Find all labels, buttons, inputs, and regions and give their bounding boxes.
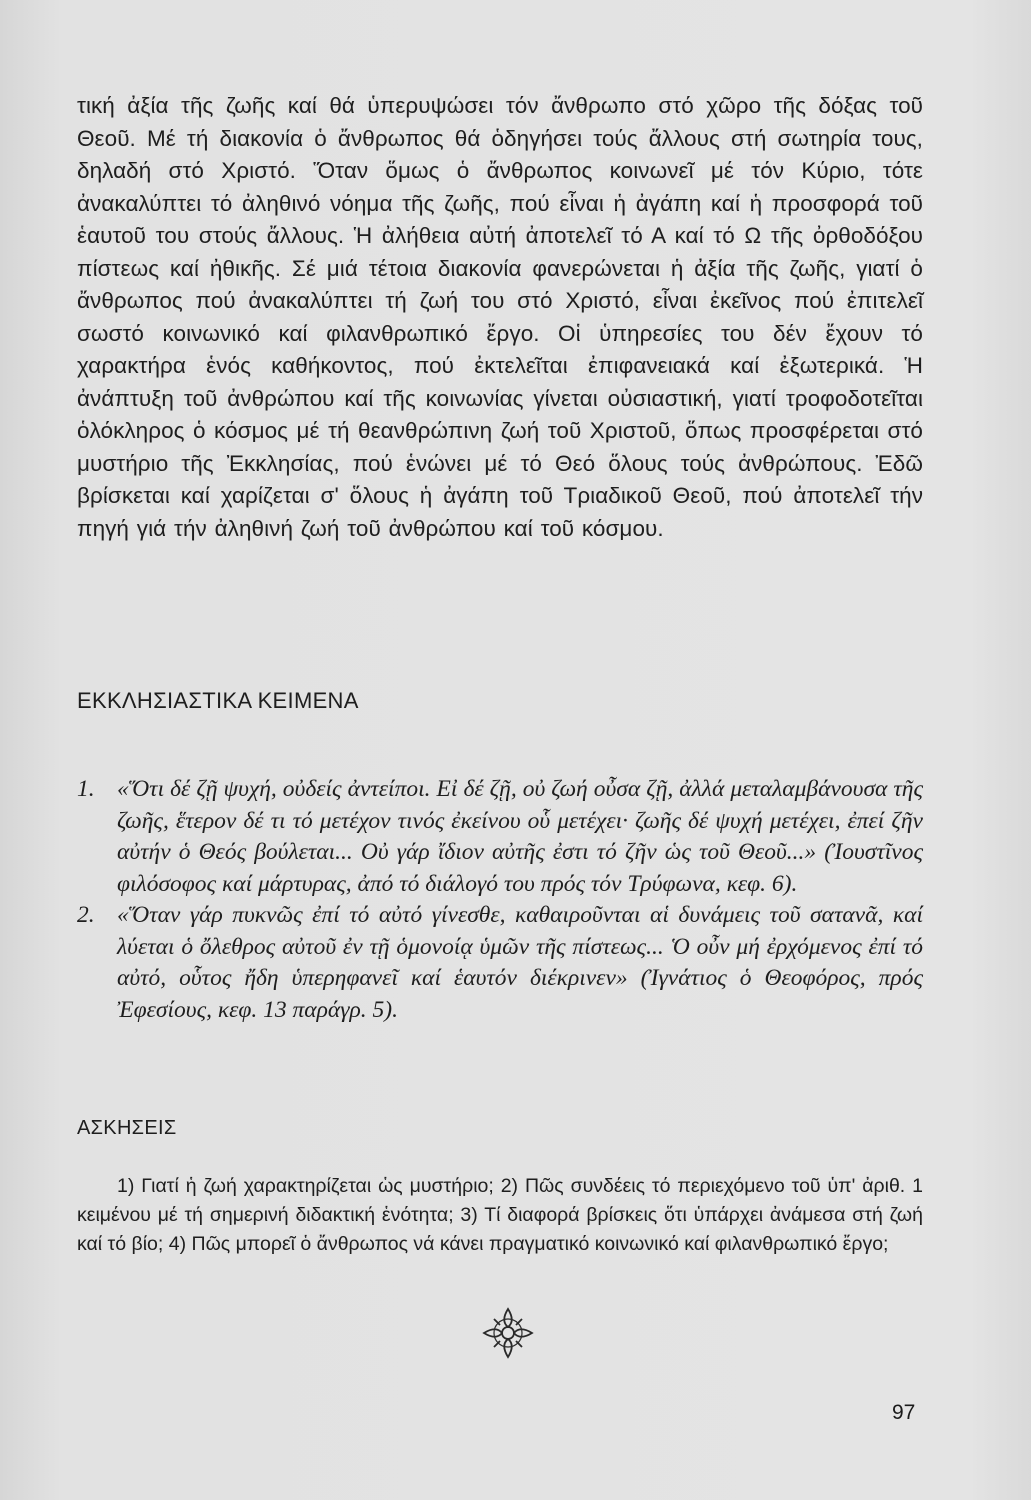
texts-list [77,774,923,1026]
list-item [77,774,923,900]
section-heading-exercises: ΑΣΚΗΣΕΙΣ [77,1117,177,1139]
main-paragraph: τική ἀξία τῆς ζωῆς καί θά ὑπερυψώσει τόν ἄνθρωπο στό χῶρο τῆς δόξας τοῦ Θεοῦ. Μέ τή διακονία ὁ ἄνθρωπος θά ὁδηγήσει τούς ἄλλους στή σωτηρία τους, δηλαδή στό Χριστό. Ὅταν ὅμως ὁ ἄνθρωπος κοινωνεῖ μέ τόν Κύριο, τότε ἀνακαλύπτει τό ἀληθινό νόημα τῆς ζωῆς, πού εἶναι ἡ ἀγάπη καί ἡ προσφορά τοῦ ἑαυτοῦ του στούς ἄλλους. Ἡ ἀλήθεια αὐτή ἀποτελεῖ τό Α καί τό Ω τῆς ὀρθοδόξου πίστεως καί ἠθικῆς. Σέ μιά τέτοια διακονία φανερώνεται ἡ ἀξία τῆς ζωῆς, γιατί ὁ ἄνθρωπος πού ἀνακαλύπτει τή ζωή του στό Χριστό, εἶναι ἐκεῖνος πού ἐπιτελεῖ σωστό κοινωνικό καί φιλανθρωπικό ἔργο. Οἱ ὑπηρεσίες του δέν ἔχουν τό χαρακτήρα ἑνός καθήκοντος, πού ἐκτελεῖται ἐπιφανειακά καί ἐξωτερικά. Ἡ ἀνάπτυξη τοῦ ἀνθρώπου καί τῆς κοινωνίας γίνεται οὐσιαστική, γιατί τροφοδοτεῖται ὁλόκληρος ὁ κόσμος μέ τή θεανθρώπινη ζωή τοῦ Χριστοῦ, ὅπως προσφέρεται στό μυστήριο τῆς Ἐκκλησίας, πού ἑνώνει μέ τό Θεό ὅλους τούς ἀνθρώπους. Ἐδῶ βρίσκεται καί χαρίζεται σ' ὅλους ἡ ἀγάπη τοῦ Τριαδικοῦ Θεοῦ, πού ἀποτελεῖ τήν πηγή γιά τήν ἀληθινή ζωή τοῦ ἀνθρώπου καί τοῦ κόσμου. [77,93,923,541]
list-item-text: «Ὅτι δέ ζῇ ψυχή, οὐδείς ἀντείποι. Εἰ δέ ζῇ, οὐ ζωή οὖσα ζῇ, ἀλλά μεταλαμβάνουσα τῆς ζωῆς, ἕτερον δέ τι τό μετέχον τινός ἐκείνου οὗ μετέχει· ζωῆς δέ ψυχή μετέχει, ἐπεί ζῆν αὐτήν ὁ Θεός βούλεται... Οὐ γάρ ἴδιον αὐτῆς ἐστι τό ζῆν ὡς τοῦ Θεοῦ...» (Ἰουστῖνος φιλόσοφος καί μάρτυρας, ἀπό τό διάλογό του πρός τόν Τρύφωνα, κεφ. 6). [117,776,923,897]
section-heading-texts: ΕΚΚΛΗΣΙΑΣΤΙΚΑ ΚΕΙΜΕΝΑ [77,688,359,713]
list-item [77,900,923,1026]
page-number: 97 [892,1401,916,1424]
list-item-text: «Ὅταν γάρ πυκνῶς ἐπί τό αὐτό γίνεσθε, καθαιροῦνται αἱ δυνάμεις τοῦ σατανᾶ, καί λύεται ὁ ὄλεθρος αὐτοῦ ἐν τῇ ὁμονοίᾳ ὑμῶν τῆς πίστεως... Ὁ οὖν μή ἐρχόμενος ἐπί τό αὐτό, οὗτος ἤδη ὑπερηφανεῖ καί ἑαυτόν διέκρινεν» (Ἰγνάτιος ὁ Θεοφόρος, πρός Ἐφεσίους, κεφ. 13 παράγρ. 5). [117,902,923,1023]
list-item-number: 2. [77,902,95,928]
list-item-number: 1. [77,776,95,802]
cross-ornament-icon [480,1305,536,1361]
exercises-paragraph: 1) Γιατί ἡ ζωή χαρακτηρίζεται ὡς μυστήριο; 2) Πῶς συνδέεις τό περιεχόμενο τοῦ ὑπ' ἀριθ. 1 κειμένου μέ τή σημερινή διδακτική ἑνότητα; 3) Τί διαφορά βρίσκεις ὅτι ὑπάρχει ἀνάμεσα στή ζωή καί τό βίο; 4) Πῶς μπορεῖ ὁ ἄνθρωπος νά κάνει πραγματικό κοινωνικό καί φιλανθρωπικό ἔργο; [77,1175,923,1255]
